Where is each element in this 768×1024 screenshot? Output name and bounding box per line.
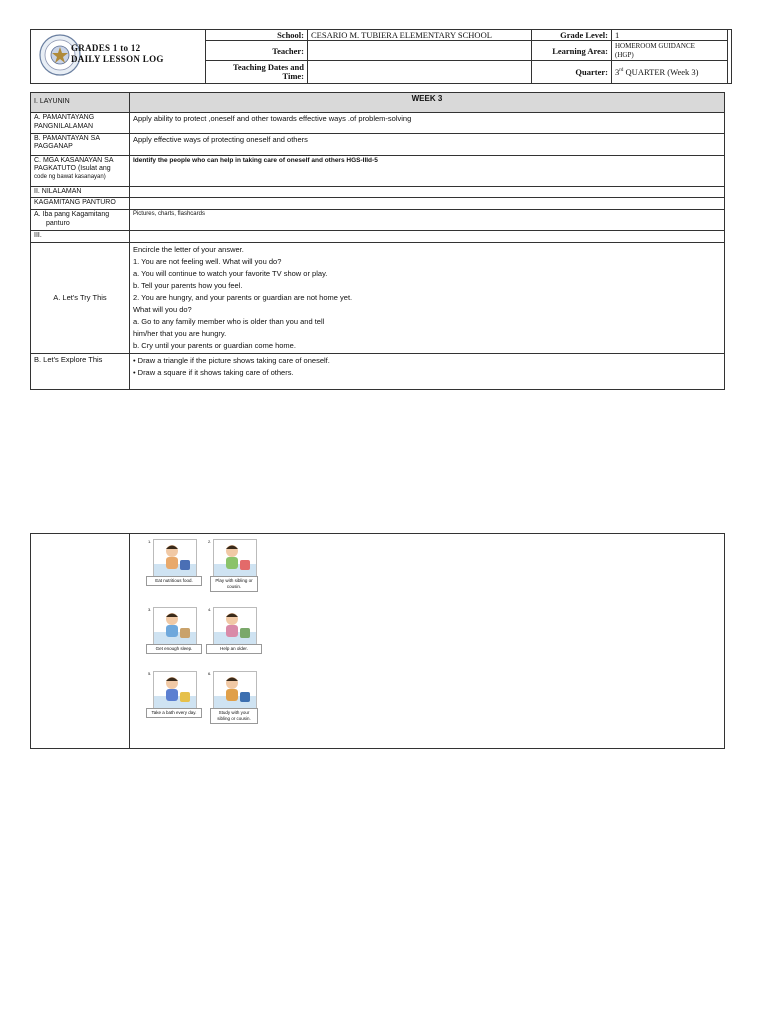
instruction-line: a. Go to any family member who is older than you and tell [132, 316, 325, 326]
iba-pang-kagamitang-value: Pictures, charts, flashcards [129, 210, 724, 231]
picture-cards [140, 536, 280, 736]
title-line-2: DAILY LESSON LOG [71, 54, 164, 64]
kagamitang-panturo-label: KAGAMITANG PANTURO [31, 198, 130, 210]
dates-value [308, 61, 532, 84]
illustration [213, 539, 257, 577]
kagamitang-panturo-value [129, 198, 724, 210]
illustration [153, 671, 197, 709]
lets-try-this-label: A. Let's Try This [31, 242, 130, 353]
title-line-1: GRADES 1 to 12 [71, 43, 141, 53]
picture-caption: Get enough sleep. [146, 644, 202, 654]
lesson-log-header [30, 29, 732, 84]
pictures-table [30, 533, 725, 749]
nilalaman-label: II. NILALAMAN [31, 186, 130, 198]
instruction-line: b. Cry until your parents or guardian come home. [132, 340, 296, 350]
area-label: Learning Area: [532, 41, 612, 61]
label-line: PAGKATUTO (Isulat ang [34, 165, 111, 173]
header-info-table [205, 29, 728, 84]
teacher-value [308, 41, 532, 61]
label-line: B. PAMANTAYAN SA [34, 134, 100, 142]
grade-label: Grade Level: [532, 30, 612, 41]
layunin-label: I. LAYUNIN [31, 93, 130, 113]
dates-label [206, 61, 308, 84]
instruction-line: a. You will continue to watch your favorite TV show or play. [132, 268, 328, 278]
section-iii-label: III. [31, 231, 130, 243]
pamantayan-sa-pagganap-value: Apply effective ways of protecting oneself and others [129, 133, 724, 155]
instruction-line: • Draw a square if it shows taking care of others. [132, 367, 294, 377]
kasanayan-label [31, 155, 130, 186]
picture-caption: Study with your sibling or cousin. [210, 708, 258, 724]
illustration [213, 671, 257, 709]
grade-value: 1 [612, 30, 728, 41]
pamantayan-sa-pagganap-label [31, 133, 130, 155]
picture-caption: Eat nutritious food. [146, 576, 202, 586]
lets-explore-this-content [129, 353, 724, 389]
pictures-label-cell [31, 534, 130, 749]
instruction-line: b. Tell your parents how you feel. [132, 280, 243, 290]
label-line: A. PAMANTAYANG [34, 114, 95, 121]
label-line: panturo [46, 219, 70, 227]
quarter-label: Quarter: [532, 61, 612, 84]
instruction-line: him/her that you are hungry. [132, 328, 227, 338]
illustration [153, 539, 197, 577]
picture-caption: Take a bath every day. [146, 708, 202, 718]
label-line: PAGGANAP [34, 143, 73, 151]
school-label: School: [206, 30, 308, 41]
dates-label-line-2: Time: [282, 71, 304, 81]
picture-number: 4. [208, 607, 212, 612]
instruction-line: • Draw a triangle if the picture shows taking care of oneself. [132, 355, 330, 365]
quarter-rest: QUARTER (Week 3) [623, 67, 699, 77]
picture-number: 2. [208, 539, 212, 544]
quarter-value [612, 61, 728, 84]
area-value-line-2: (HGP) [615, 50, 634, 59]
instruction-line: Encircle the letter of your answer. [132, 244, 244, 254]
pamantayang-pangnilalaman-value: Apply ability to protect ,oneself and other towards effective ways .of problem-solving [129, 113, 724, 134]
picture-number: 6. [208, 671, 212, 676]
label-line: code ng bawat kasanayan) [34, 174, 106, 180]
quarter-sup: rd [619, 68, 624, 74]
lesson-table [30, 92, 725, 390]
iba-pang-kagamitang-label [31, 210, 130, 231]
nilalaman-value [129, 186, 724, 198]
area-value-line-1: HOMEROOM GUIDANCE [615, 41, 695, 50]
picture-number: 3. [148, 607, 152, 612]
week-header: WEEK 3 [129, 93, 724, 113]
illustration [213, 607, 257, 645]
label-line: PANGNILALAMAN [34, 122, 93, 130]
label-line: C. MGA KASANAYAN SA [34, 156, 114, 164]
dates-label-line-1: Teaching Dates and [232, 62, 304, 72]
instruction-line: What will you do? [132, 304, 192, 314]
lets-try-this-content [129, 242, 724, 353]
section-iii-value [129, 231, 724, 243]
instruction-line: 1. You are not feeling well. What will you do? [132, 256, 282, 266]
pamantayang-pangnilalaman-label [31, 113, 130, 134]
picture-number: 1. [148, 539, 152, 544]
picture-caption: Play with sibling or cousin. [210, 576, 258, 592]
logo-area [31, 30, 206, 83]
quarter-num: 3 [615, 67, 620, 77]
label-line: A. Iba pang Kagamitang [34, 211, 110, 218]
kasanayan-value: Identify the people who can help in taking care of oneself and others HGS-IIId-5 [129, 155, 724, 186]
area-value [612, 41, 728, 61]
picture-number: 5. [148, 671, 152, 676]
teacher-label: Teacher: [206, 41, 308, 61]
illustration [153, 607, 197, 645]
school-value: CESARIO M. TUBIERA ELEMENTARY SCHOOL [308, 30, 532, 41]
instruction-line: 2. You are hungry, and your parents or guardian are not home yet. [132, 292, 353, 302]
picture-caption: Help an older. [206, 644, 262, 654]
lets-explore-this-label: B. Let's Explore This [31, 353, 130, 389]
